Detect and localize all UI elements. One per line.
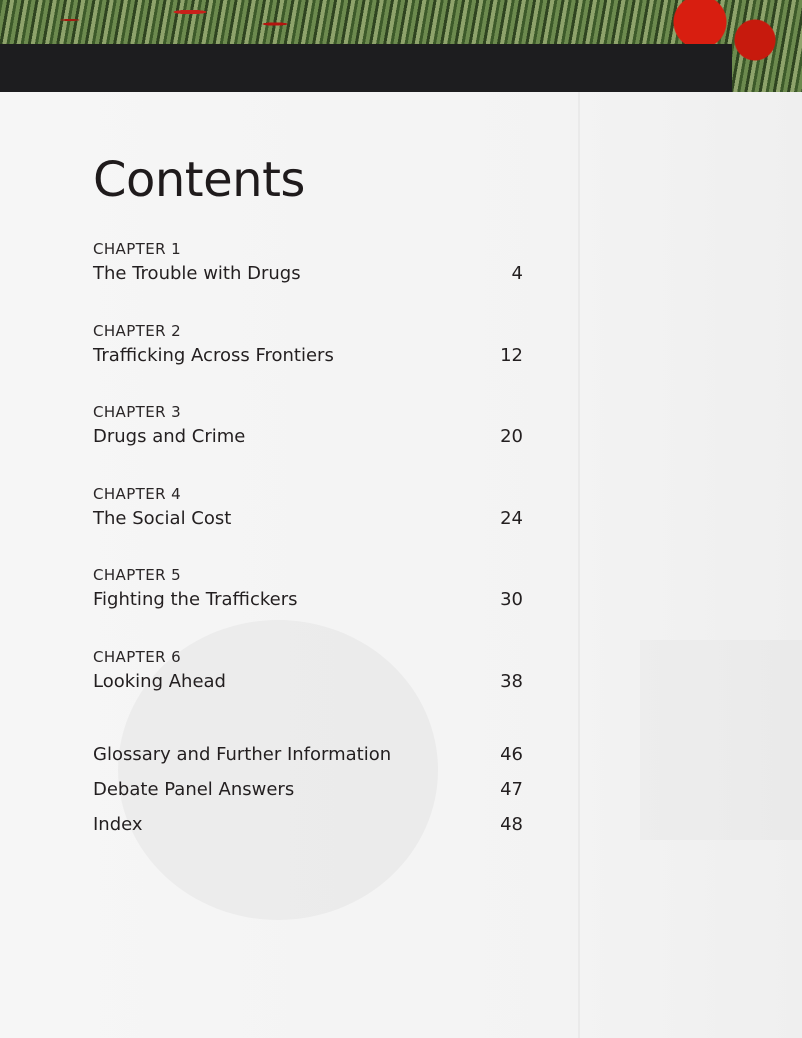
back-matter-entry[interactable] — [93, 741, 533, 776]
chapter-title: Drugs and Crime — [93, 426, 246, 447]
page-number: 20 — [500, 426, 523, 447]
back-matter-entry[interactable] — [93, 811, 533, 846]
chapter-label: CHAPTER 4 — [93, 484, 182, 503]
chapter-label: CHAPTER 5 — [93, 566, 182, 584]
chapter-label: CHAPTER 3 — [93, 403, 182, 421]
table-of-contents — [93, 238, 533, 727]
entry-title: Index — [93, 814, 143, 835]
page-title: Contents — [93, 152, 305, 208]
chapter-entry[interactable] — [93, 238, 533, 320]
back-matter-list — [93, 741, 533, 846]
entry-title: Glossary and Further Information — [93, 744, 392, 765]
page-number: 38 — [500, 670, 523, 692]
page-number: 12 — [500, 344, 523, 366]
chapter-title: The Trouble with Drugs — [93, 263, 301, 284]
chapter-entry[interactable] — [93, 401, 533, 483]
entry-row — [93, 586, 533, 614]
chapter-entry[interactable] — [93, 320, 533, 402]
entry-row — [93, 505, 533, 533]
page-fold — [578, 92, 580, 1038]
chapter-title: Fighting the Traffickers — [93, 589, 298, 610]
chapter-title: Trafficking Across Frontiers — [93, 344, 334, 366]
chapter-entry[interactable] — [93, 646, 533, 728]
chapter-label: CHAPTER 6 — [93, 647, 182, 666]
chapter-label: CHAPTER 1 — [93, 240, 182, 258]
entry-row — [93, 342, 533, 370]
back-matter-entry[interactable] — [93, 776, 533, 811]
chapter-title: Looking Ahead — [93, 670, 226, 692]
page-number: 48 — [500, 814, 523, 835]
page-number: 47 — [500, 779, 523, 800]
entry-row — [93, 423, 533, 451]
page-number: 4 — [511, 263, 523, 284]
chapter-entry[interactable] — [93, 564, 533, 646]
page-number: 46 — [500, 744, 523, 765]
entry-row — [93, 260, 533, 288]
entry-title: Debate Panel Answers — [93, 779, 295, 800]
header-black-band — [0, 44, 732, 92]
entry-row — [93, 668, 533, 696]
chapter-entry[interactable] — [93, 483, 533, 565]
chapter-label: CHAPTER 2 — [93, 321, 182, 340]
page-number: 30 — [500, 589, 523, 610]
show-through-text-block — [640, 640, 802, 840]
chapter-title: The Social Cost — [93, 507, 232, 529]
page-number: 24 — [500, 507, 523, 529]
